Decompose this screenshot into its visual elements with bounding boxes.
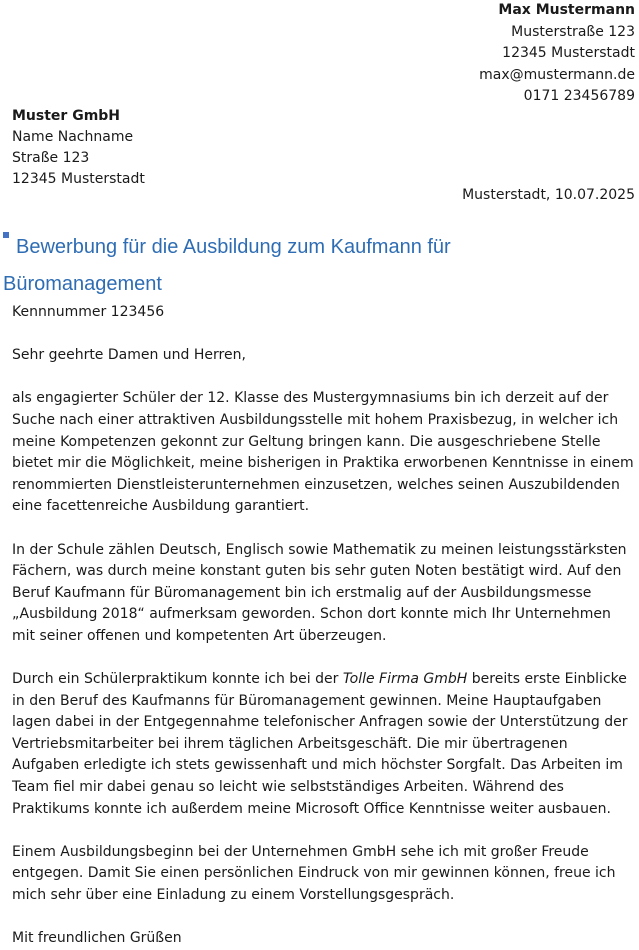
- recipient-contact: Name Nachname: [12, 129, 134, 145]
- sender-email: max@mustermann.de: [479, 66, 635, 83]
- letter-body: [12, 302, 636, 950]
- sender-phone: 0171 23456789: [523, 88, 635, 104]
- company-name-italic: Tolle Firma GmbH: [342, 671, 468, 688]
- recipient-company: Muster GmbH: [12, 108, 121, 124]
- sender-name: Max Mustermann: [498, 2, 635, 18]
- subject-heading: Bewerbung für die Ausbildung zum Kaufmann für Büromanagement: [3, 236, 451, 295]
- reference-number: Kennnummer 123456: [12, 304, 165, 320]
- sender-city: 12345 Musterstadt: [502, 45, 635, 61]
- paragraph-3-before: Durch ein Schülerpraktikum konnte ich bei der: [12, 671, 343, 688]
- paragraph-4: Einem Ausbildungsbeginn bei der Unternehmen GmbH sehe ich mit großer Freude entgegen. Damit Sie einen persönlichen Eindruck von mir gewinnen können, freue ich mich sehr über eine Einladung zu einem Vorstellungsgespräch.: [12, 843, 616, 904]
- paragraph-2: In der Schule zählen Deutsch, Englisch sowie Mathematik zu meinen leistungsstärksten Fächern, was durch meine konstant guten bis sehr guten Noten bestätigt wird. Auf den Beruf Kaufmann für Büromanagement bin ich erstmalig auf der Ausbildungsmesse „Ausbildung 2018“ aufmerksam geworden. Schon dort konnte mich Ihr Unternehmen mit seiner offenen und kompetenten Art überzeugen.: [12, 541, 627, 644]
- salutation: Sehr geehrte Damen und Herren,: [12, 347, 246, 364]
- paragraph-3: [12, 669, 636, 820]
- closing: Mit freundlichen Grüßen: [12, 930, 182, 947]
- sender-street: Musterstraße 123: [511, 23, 635, 40]
- sender-address: [479, 0, 635, 108]
- recipient-address: [12, 106, 145, 190]
- paragraph-3-after: bereits erste Einblicke in den Beruf des Kaufmanns für Büromanagement gewinnen. Meine Hauptaufgaben lagen dabei in der Entgegennahme telefonischer Anfragen sowie der Unterstützung der Vertriebsmitarbeiter bei ihrem täglichen Arbeitsgeschäft. Die mir übertragenen Aufgaben erledigte ich stets gewissenhaft und mich höchster Sorgfalt. Das Arbeiten im Team fiel mir dabei genau so leicht wie selbstständiges Arbeiten. Während des Praktikums konnte ich außerdem meine Microsoft Office Kenntnisse weiter ausbauen.: [12, 671, 628, 817]
- recipient-city: 12345 Musterstadt: [12, 171, 145, 187]
- paragraph-1: als engagierter Schüler der 12. Klasse des Mustergymnasiums bin ich derzeit auf der Suche nach einer attraktiven Ausbildungsstelle mit hohem Praxisbezug, in welcher ich meine Kompetenzen gekonnt zur Geltung bringen kann. Die ausgeschriebene Stelle bietet mir die Möglichkeit, meine bisherigen in Praktika erworbenen Kenntnisse in einem renommierten Dienstleisterunternehmen einzusetzen, welches seinen Auszubildenden eine facettenreiche Ausbildung garantiert.: [12, 390, 634, 515]
- letter-date: Musterstadt, 10.07.2025: [462, 187, 635, 203]
- recipient-street: Straße 123: [12, 150, 90, 166]
